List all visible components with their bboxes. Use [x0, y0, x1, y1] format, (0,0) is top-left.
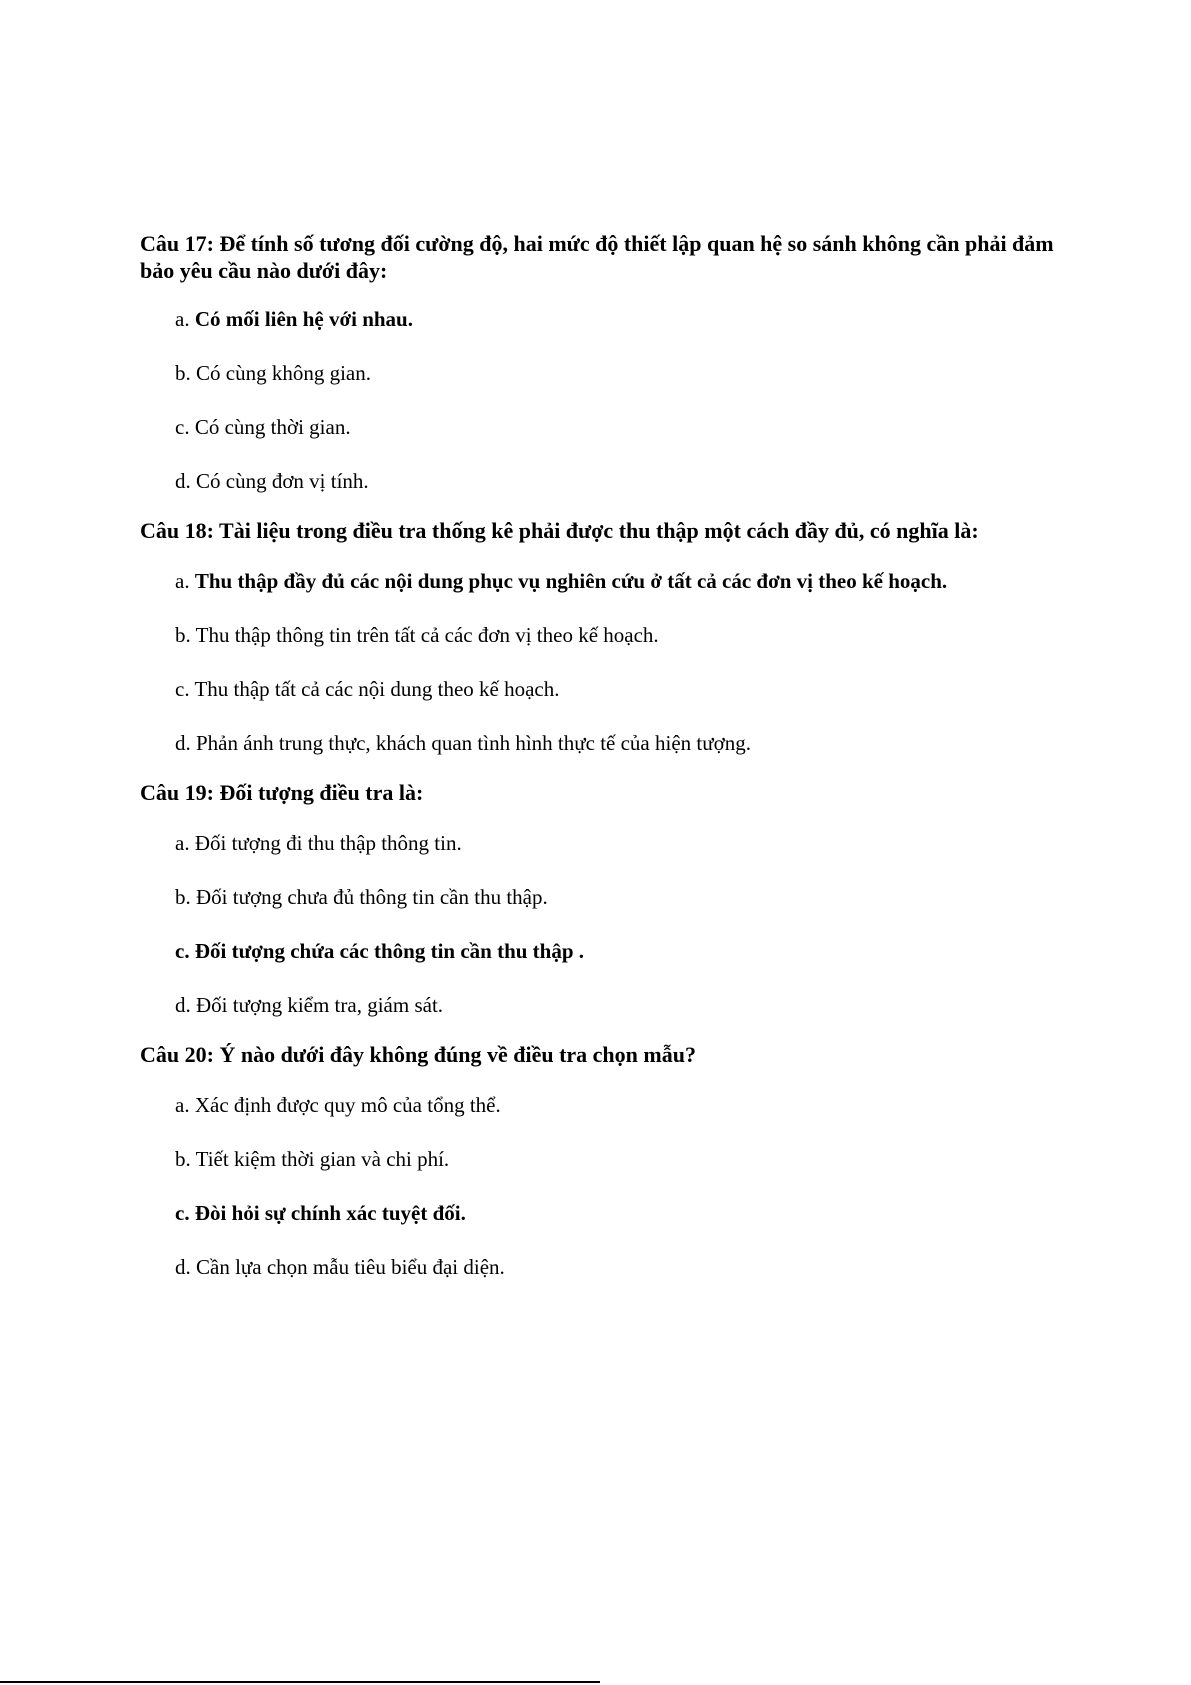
question-17-title: Câu 17: Để tính số tương đối cường độ, hai mức độ thiết lập quan hệ so sánh không cần phải đảm bảo yêu cầu nào dưới đây:	[140, 231, 1054, 283]
answer-letter: d.	[175, 731, 196, 755]
answer-text: Cần lựa chọn mẫu tiêu biểu đại diện.	[196, 1255, 505, 1279]
answer-letter: b.	[175, 623, 196, 647]
question-18-answer-a	[175, 568, 1080, 595]
answer-text: Thu thập thông tin trên tất cả các đơn vị theo kế hoạch.	[195, 623, 659, 647]
answer-text: Đối tượng kiểm tra, giám sát.	[196, 993, 444, 1017]
question-18	[140, 517, 1080, 757]
answer-text: Đối tượng đi thu thập thông tin.	[194, 831, 462, 855]
question-17-answer-c	[175, 414, 1080, 441]
question-18-answers	[140, 568, 1080, 757]
answer-letter: c.	[175, 1201, 195, 1225]
answer-letter: a.	[175, 1093, 195, 1117]
quiz-content	[140, 230, 1080, 1308]
answer-text: Có cùng đơn vị tính.	[196, 469, 369, 493]
footer-rule	[0, 1681, 600, 1683]
answer-letter: a.	[175, 569, 195, 593]
question-20-answer-d	[175, 1254, 1080, 1281]
answer-letter: b.	[175, 1147, 196, 1171]
question-19-answer-d	[175, 992, 1080, 1019]
question-20-answer-b	[175, 1146, 1080, 1173]
answer-letter: d.	[175, 469, 196, 493]
question-19-title: Câu 19: Đối tượng điều tra là:	[140, 780, 424, 805]
answer-text: Đòi hỏi sự chính xác tuyệt đối.	[194, 1201, 466, 1225]
answer-letter: a.	[175, 307, 195, 331]
answer-text: Có mối liên hệ với nhau.	[194, 307, 413, 331]
question-19	[140, 779, 1080, 1019]
answer-text: Xác định được quy mô của tổng thể.	[194, 1093, 501, 1117]
question-18-title: Câu 18: Tài liệu trong điều tra thống kê phải được thu thập một cách đầy đủ, có nghĩa là:	[140, 518, 979, 543]
question-17-answers	[140, 306, 1080, 495]
question-20	[140, 1041, 1080, 1281]
question-20-answer-a	[175, 1092, 1080, 1119]
question-19-answers	[140, 830, 1080, 1019]
question-20-answers	[140, 1092, 1080, 1281]
answer-letter: a.	[175, 831, 195, 855]
answer-text: Phản ánh trung thực, khách quan tình hình thực tế của hiện tượng.	[196, 731, 751, 755]
answer-letter: d.	[175, 993, 196, 1017]
answer-letter: c.	[175, 415, 195, 439]
question-19-answer-c	[175, 938, 1080, 965]
question-19-answer-a	[175, 830, 1080, 857]
answer-letter: b.	[175, 361, 196, 385]
answer-text: Có cùng không gian.	[196, 361, 371, 385]
question-18-answer-c	[175, 676, 1080, 703]
question-17-answer-d	[175, 468, 1080, 495]
question-17	[140, 230, 1080, 495]
question-18-answer-b	[175, 622, 1080, 649]
question-20-title: Câu 20: Ý nào dưới đây không đúng về điều tra chọn mẫu?	[140, 1042, 696, 1067]
answer-text: Có cùng thời gian.	[194, 415, 351, 439]
answer-letter: c.	[175, 677, 195, 701]
question-17-answer-a	[175, 306, 1080, 333]
answer-letter: b.	[175, 885, 196, 909]
answer-text: Đối tượng chứa các thông tin cần thu thập .	[194, 939, 585, 963]
question-18-answer-d	[175, 730, 1080, 757]
answer-letter: d.	[175, 1255, 196, 1279]
question-19-answer-b	[175, 884, 1080, 911]
answer-text: Thu thập đầy đủ các nội dung phục vụ nghiên cứu ở tất cả các đơn vị theo kế hoạch.	[194, 569, 948, 593]
answer-text: Đối tượng chưa đủ thông tin cần thu thập.	[196, 885, 548, 909]
question-20-answer-c	[175, 1200, 1080, 1227]
question-17-answer-b	[175, 360, 1080, 387]
answer-text: Thu thập tất cả các nội dung theo kế hoạch.	[194, 677, 560, 701]
answer-letter: c.	[175, 939, 195, 963]
answer-text: Tiết kiệm thời gian và chi phí.	[195, 1147, 450, 1171]
